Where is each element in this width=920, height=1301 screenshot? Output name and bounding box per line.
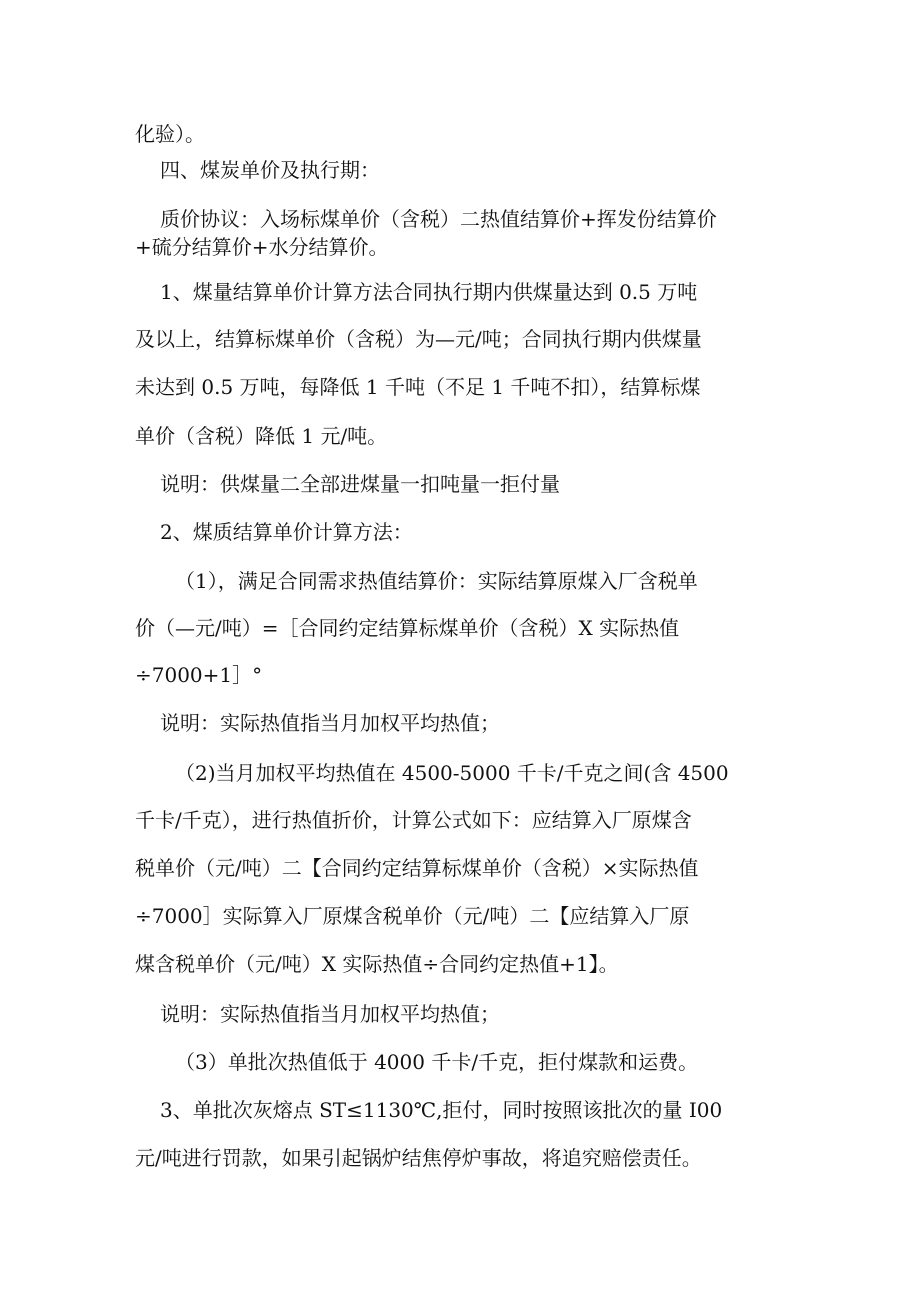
paragraph-line: ÷7000］实际算入厂原煤含税单价（元/吨）二【应结算入厂原: [135, 904, 690, 928]
paragraph-line: ÷7000+1］°: [135, 663, 263, 687]
paragraph-line: （1），满足合同需求热值结算价：实际结算原煤入厂含税单: [175, 569, 698, 593]
paragraph-line: 说明：实际热值指当月加权平均热值；: [160, 1002, 500, 1026]
paragraph-line: 千卡/千克），进行热值折价，计算公式如下：应结算入厂原煤含: [135, 808, 692, 832]
paragraph-line: 3、单批次灰熔点 ST≤1130℃,拒付，同时按照该批次的量 I00: [160, 1098, 723, 1122]
paragraph-line: 元/吨进行罚款，如果引起锅炉结焦停炉事故，将追究赔偿责任。: [135, 1146, 702, 1170]
section-heading: 四、煤炭单价及执行期：: [160, 158, 380, 182]
paragraph-line: 质价协议：入场标煤单价（含税）二热值结算价+挥发份结算价: [160, 207, 717, 231]
paragraph-line: 化验）。: [135, 122, 205, 146]
paragraph-line: （3）单批次热值低于 4000 千卡/千克，拒付煤款和运费。: [175, 1050, 699, 1074]
paragraph-line: 说明：实际热值指当月加权平均热值；: [160, 711, 500, 735]
paragraph-line: 单价（含税）降低 1 元/吨。: [135, 424, 388, 448]
paragraph-line: 未达到 0.5 万吨，每降低 1 千吨（不足 1 千吨不扣），结算标煤: [135, 375, 701, 399]
paragraph-line: 价（—元/吨）=［合同约定结算标煤单价（含税）X 实际热值: [135, 616, 680, 640]
paragraph-line: 2、煤质结算单价计算方法：: [160, 520, 413, 544]
paragraph-line: +硫分结算价+水分结算价。: [135, 235, 389, 259]
paragraph-line: 说明：供煤量二全部进煤量一扣吨量一拒付量: [160, 472, 560, 496]
paragraph-line: 及以上，结算标煤单价（含税）为—元/吨；合同执行期内供煤量: [135, 327, 702, 351]
paragraph-line: 税单价（元/吨）二【合同约定结算标煤单价（含税）×实际热值: [135, 856, 699, 880]
paragraph-line: 1、煤量结算单价计算方法合同执行期内供煤量达到 0.5 万吨: [160, 280, 698, 304]
paragraph-line: （2)当月加权平均热值在 4500-5000 千卡/千克之间(含 4500: [175, 761, 729, 785]
paragraph-line: 煤含税单价（元/吨）X 实际热值÷合同约定热值+1】。: [135, 952, 619, 976]
